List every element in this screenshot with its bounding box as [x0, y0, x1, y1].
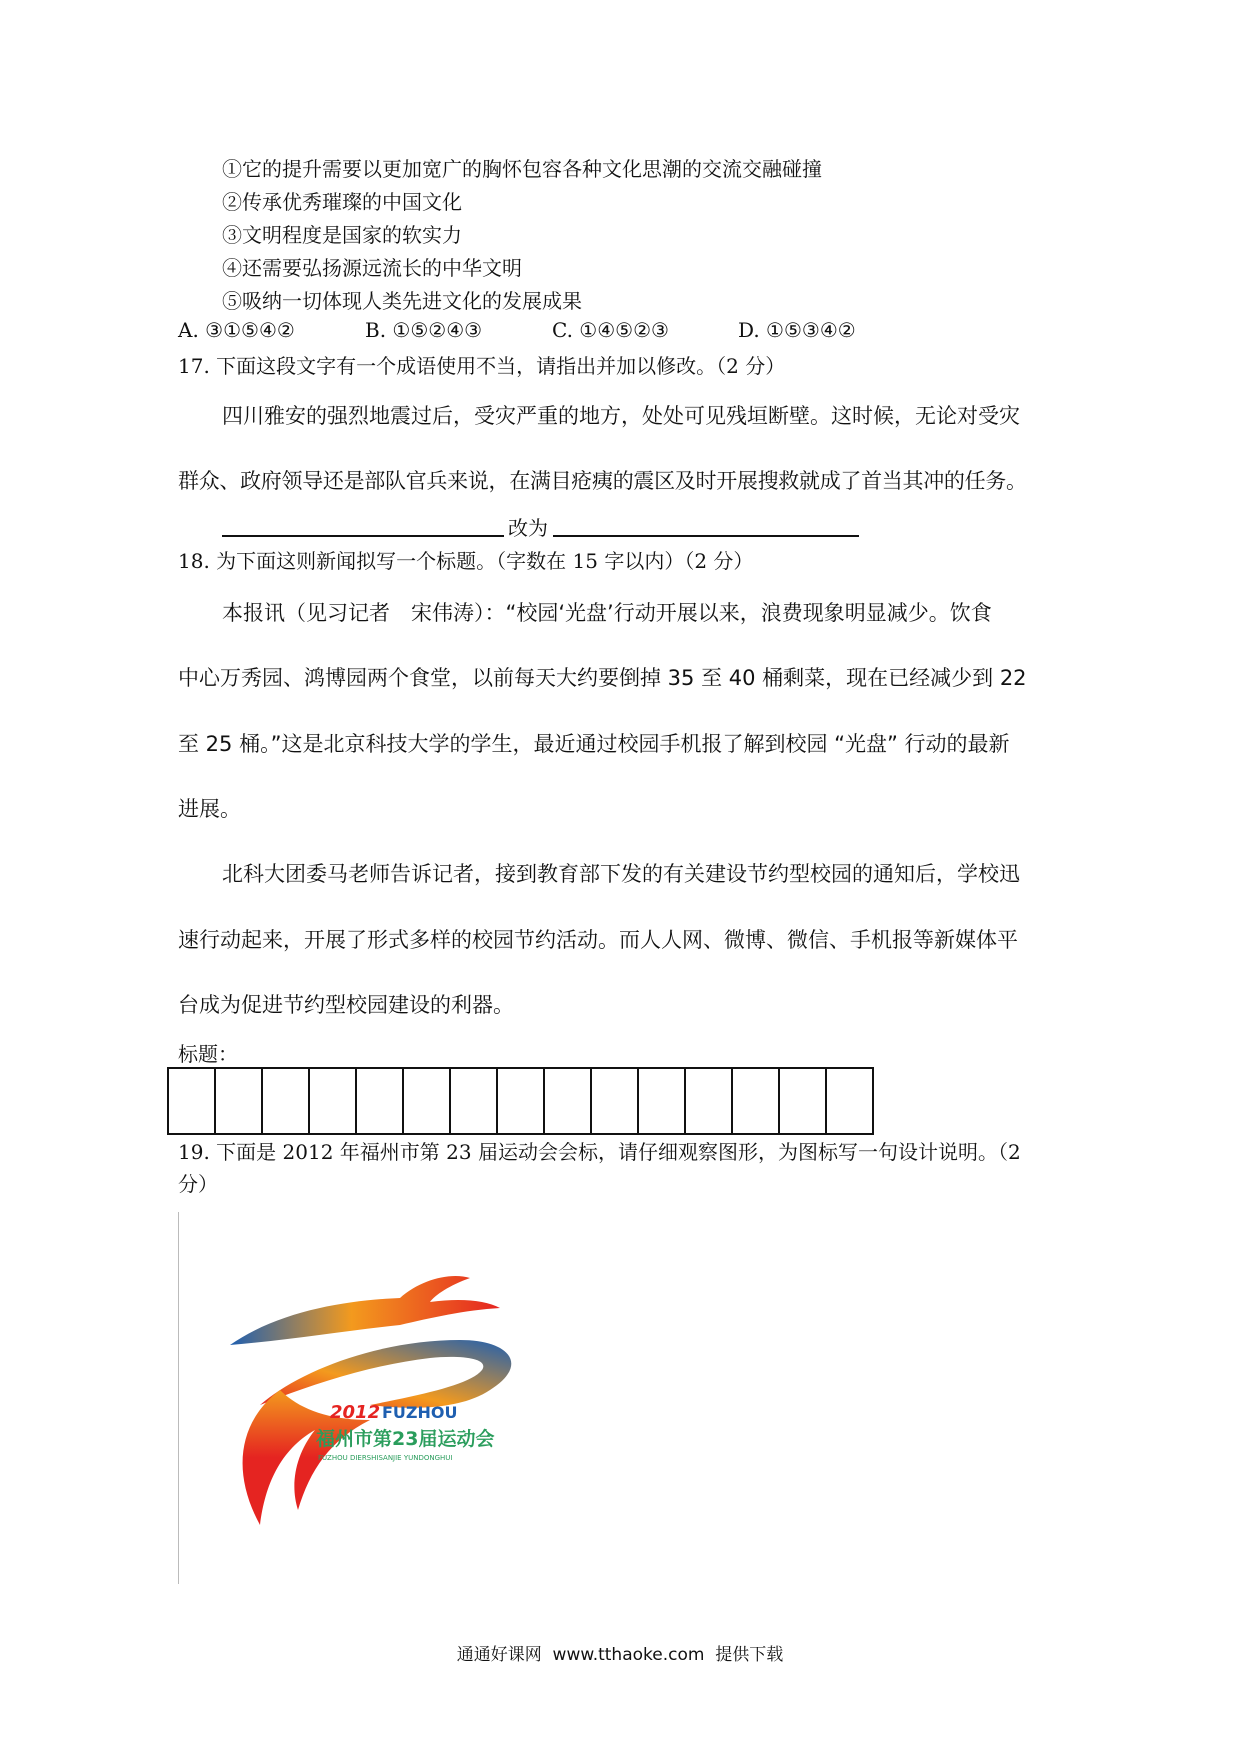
title-box-cell[interactable] [496, 1069, 543, 1133]
title-box-cell[interactable] [308, 1069, 355, 1133]
title-box-cell[interactable] [261, 1069, 308, 1133]
title-box-cell[interactable] [402, 1069, 449, 1133]
q18-prompt: 18. 为下面这则新闻拟写一个标题。（字数在 15 字以内）（2 分） [178, 549, 754, 573]
logo-year: 2012 [330, 1402, 381, 1423]
q16-choice-d: D. ①⑤③④② [738, 318, 856, 342]
q18-paragraph-1-line-2: 中心万秀园、鸿博园两个食堂，以前每天大约要倒掉 35 至 40 桶剩菜，现在已经减少到 22 [178, 666, 1027, 690]
image-frame-left-border [178, 1212, 179, 1584]
q18-paragraph-2-line-3: 台成为促进节约型校园建设的利器。 [178, 993, 514, 1017]
title-box-cell[interactable] [825, 1069, 872, 1133]
logo-pinyin: FUZHOU DIERSHISANJIE YUNDONGHUI [318, 1454, 453, 1462]
q18-paragraph-1-line-4: 进展。 [178, 797, 241, 821]
q16-choice-c: C. ①④⑤②③ [552, 318, 669, 342]
q18-paragraph-2-line-2: 速行动起来，开展了形式多样的校园节约活动。而人人网、微博、微信、手机报等新媒体平 [178, 928, 1018, 952]
q16-item-1: ①它的提升需要以更加宽广的胸怀包容各种文化思潮的交流交融碰撞 [222, 157, 822, 181]
q18-paragraph-1-line-3: 至 25 桶。”这是北京科技大学的学生，最近通过校园手机报了解到校园 “光盘” 行动的最新 [178, 732, 1010, 756]
title-box-cell[interactable] [637, 1069, 684, 1133]
q18-title-label: 标题： [178, 1042, 238, 1066]
title-box-cell[interactable] [543, 1069, 590, 1133]
logo-top-stroke [230, 1276, 500, 1345]
q19-prompt-line-1: 19. 下面是 2012 年福州市第 23 届运动会会标，请仔细观察图形，为图标写一句设计说明。（2 [178, 1140, 1021, 1164]
q16-choice-a: A. ③①⑤④② [178, 318, 295, 342]
title-box-cell[interactable] [214, 1069, 261, 1133]
q16-item-2: ②传承优秀璀璨的中国文化 [222, 190, 462, 214]
q18-paragraph-1-line-1: 本报讯（见习记者 宋伟涛）：“校园‘光盘’行动开展以来，浪费现象明显减少。饮食 [222, 601, 992, 625]
q17-passage-line-1: 四川雅安的强烈地震过后，受灾严重的地方，处处可见残垣断壁。这时候，无论对受灾 [222, 404, 1020, 428]
q19-prompt-line-2: 分） [178, 1172, 218, 1196]
q16-choice-b: B. ①⑤②④③ [365, 318, 483, 342]
q16-item-5: ⑤吸纳一切体现人类先进文化的发展成果 [222, 289, 582, 313]
q18-title-box-grid[interactable] [167, 1067, 874, 1135]
title-box-cell[interactable] [169, 1069, 214, 1133]
q17-answer-line-1[interactable] [222, 535, 504, 537]
logo-city: FUZHOU [382, 1403, 458, 1422]
title-box-cell[interactable] [778, 1069, 825, 1133]
title-box-cell[interactable] [355, 1069, 402, 1133]
title-box-cell[interactable] [731, 1069, 778, 1133]
title-box-cell[interactable] [449, 1069, 496, 1133]
q18-paragraph-2-line-1: 北科大团委马老师告诉记者，接到教育部下发的有关建设节约型校园的通知后，学校迅 [222, 862, 1020, 886]
q16-item-4: ④还需要弘扬源远流长的中华文明 [222, 256, 522, 280]
logo-middle-stroke [260, 1340, 511, 1408]
page-footer: 通通好课网 www.tthaoke.com 提供下载 [456, 1645, 784, 1665]
q17-prompt: 17. 下面这段文字有一个成语使用不当，请指出并加以修改。（2 分） [178, 354, 786, 378]
q16-item-3: ③文明程度是国家的软实力 [222, 223, 462, 247]
q17-answer-line-2[interactable] [553, 535, 859, 537]
logo-name: 福州市第23届运动会 [316, 1428, 495, 1450]
title-box-cell[interactable] [684, 1069, 731, 1133]
title-box-cell[interactable] [590, 1069, 637, 1133]
q17-change-label: 改为 [508, 516, 548, 540]
games-logo [220, 1270, 580, 1530]
q17-passage-line-2: 群众、政府领导还是部队官兵来说，在满目疮痍的震区及时开展搜救就成了首当其冲的任务。 [178, 469, 1027, 493]
